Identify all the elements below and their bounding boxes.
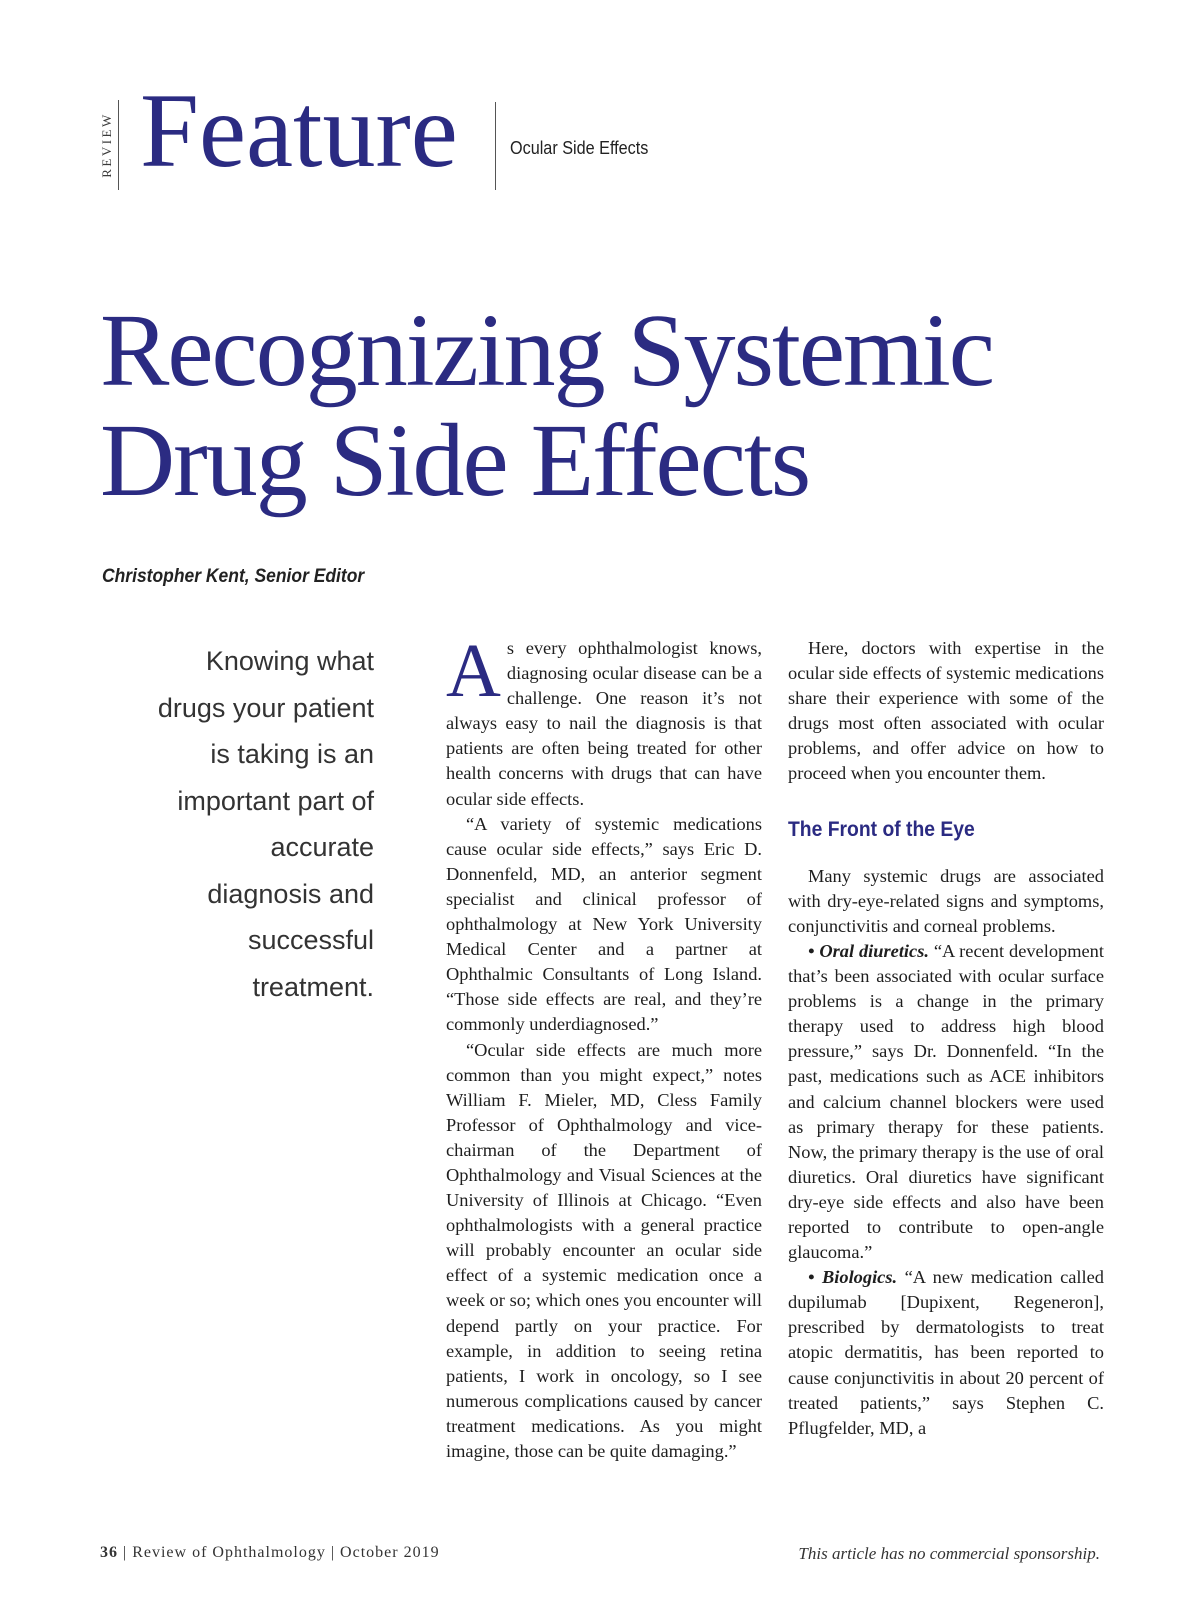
paragraph: “Ocular side effects are much more common than you might expect,” notes William F. Mieler, MD, Cless Family Professor of Ophthalmology and vice-chairman of the Department of Ophthalmology and Visual Sciences at the University of Illinois at Chicago. “Even ophthalmologists with a general practice will probably encounter an ocular side effect of a systemic medication once a week or so; which ones you encounter will depend partly on your practice. For example, in addition to seeing retina patients, I work in oncology, so I see numerous complications caused by cancer treatment medications. As you might imagine, those can be quite damaging.” <box>446 1039 762 1461</box>
footer-folio <box>100 1544 440 1562</box>
paragraph-text: s every ophthalmologist knows, diagnosing ocular disease can be a challenge. One reason it’s not always easy to nail the diagnosis is that patients are often being treated for other health concerns with drugs that can have ocular side effects. <box>446 638 762 809</box>
article-column-2 <box>788 636 1104 1441</box>
review-label-text: REVIEW <box>99 112 114 178</box>
article-title <box>100 293 993 518</box>
title-line-2: Drug Side Effects <box>100 403 810 518</box>
bullet-lead: • Biologics. <box>808 1267 898 1288</box>
bullet-text: “A new medication called dupilumab [Dupixent, Regeneron], prescribed by dermatologists to treat atopic dermatitis, has been reported to cause conjunctivitis in about 20 percent of treated patients,” says Stephen C. Pflugfelder, MD, a <box>788 1267 1104 1438</box>
title-line-1: Recognizing Systemic <box>100 293 993 408</box>
paragraph <box>446 629 762 812</box>
section-subhead: The Front of the Eye <box>788 817 975 841</box>
header-divider <box>495 102 496 190</box>
drop-cap: A <box>446 629 501 713</box>
paragraph: “A variety of systemic medications cause ocular side effects,” says Eric D. Donnenfeld, MD, an anterior segment specialist and clinical professor of ophthalmology at New York University Medical Center and a partner at Ophthalmic Consultants of Long Island. “Those side effects are real, and they’re commonly underdiagnosed.” <box>446 813 762 1035</box>
paragraph: Many systemic drugs are associated with dry-eye-related signs and symptoms, conjunctivitis and corneal problems. <box>788 865 1104 936</box>
publication-info: | Review of Ophthalmology | October 2019 <box>118 1544 440 1561</box>
feature-heading: Feature <box>140 72 458 189</box>
article-column-1 <box>446 629 762 1464</box>
bullet-lead: • Oral diuretics. <box>808 940 929 961</box>
pull-quote: Knowing what drugs your patient is taking is an important part of accurate diagnosis and successful treatment. <box>157 646 374 1002</box>
byline: Christopher Kent, Senior Editor <box>102 566 365 587</box>
page-number: 36 <box>100 1544 118 1561</box>
bullet-paragraph <box>788 939 1104 1265</box>
review-vertical-label <box>96 100 119 190</box>
bullet-paragraph <box>788 1265 1104 1441</box>
bullet-text: “A recent development that’s been associated with ocular surface problems is a change in the primary therapy used to address high blood pressure,” says Dr. Donnenfeld. “In the past, medications such as ACE inhibitors and calcium channel blockers were used as primary therapy for these patients. Now, the primary therapy is the use of oral diuretics. Oral diuretics have significant dry-eye side effects and also have been reported to contribute to open-angle glaucoma.” <box>788 940 1104 1263</box>
sponsorship-note: This article has no commercial sponsorship. <box>798 1544 1100 1563</box>
section-label: Ocular Side Effects <box>510 138 649 158</box>
paragraph: Here, doctors with expertise in the ocular side effects of systemic medications share their experience with some of the drugs most often associated with ocular problems, and offer advice on how to proceed when you encounter them. <box>788 638 1104 784</box>
